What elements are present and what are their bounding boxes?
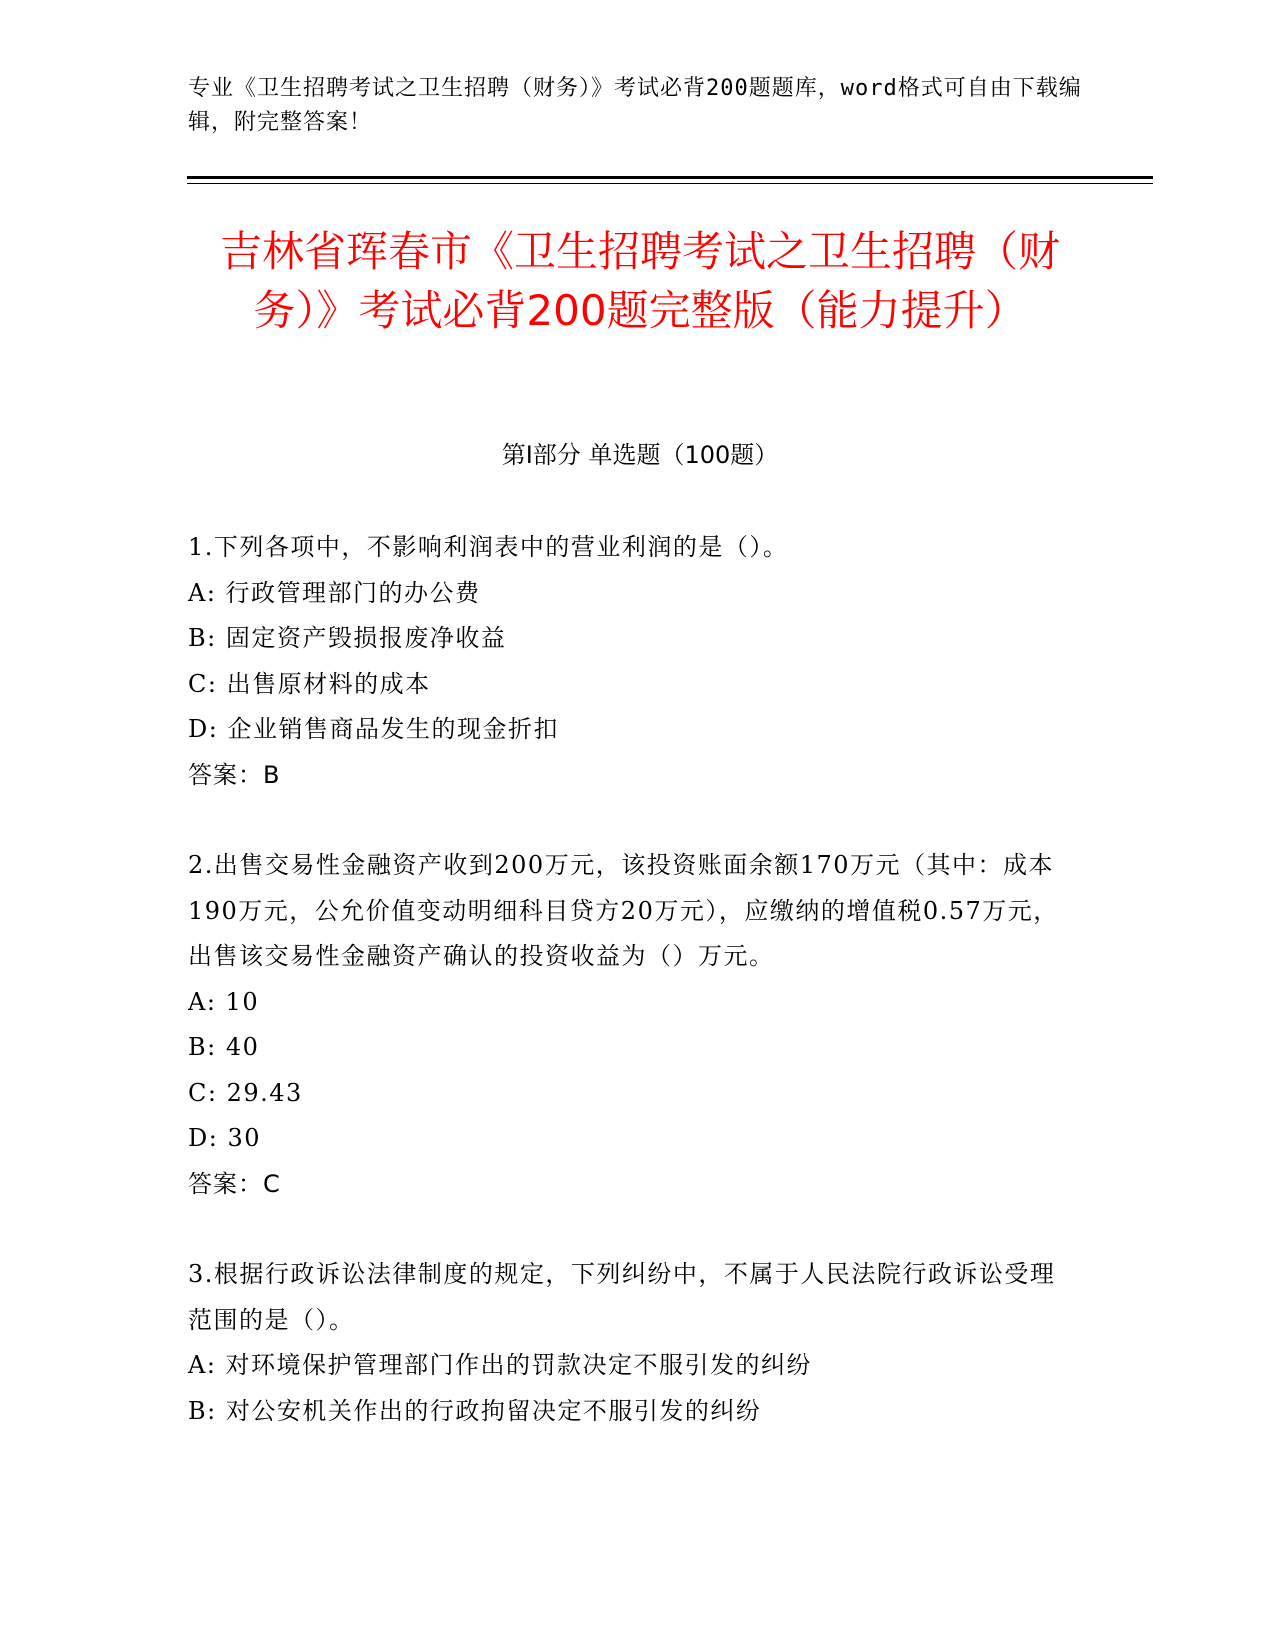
answer: 答案：B — [188, 760, 281, 789]
option-c: C: 出售原材料的成本 — [188, 669, 431, 698]
option-a: A: 10 — [188, 987, 260, 1016]
document-title: 吉林省珲春市《卫生招聘考试之卫生招聘（财务）》考试必背200题完整版（能力提升） — [219, 227, 1060, 335]
answer: 答案：C — [188, 1169, 281, 1198]
option-b: B: 固定资产毁损报废净收益 — [188, 624, 507, 652]
question-stem: 1.下列各项中，不影响利润表中的营业利润的是（）。 — [188, 533, 789, 561]
option-d: D: 企业销售商品发生的现金折扣 — [188, 715, 559, 743]
question-3 — [188, 1252, 1068, 1434]
question-1 — [188, 525, 1068, 798]
option-a: A: 对环境保护管理部门作出的罚款决定不服引发的纠纷 — [188, 1351, 813, 1379]
header-rule-thin — [187, 183, 1153, 184]
header-rule-thick — [187, 176, 1153, 179]
option-a: A: 行政管理部门的办公费 — [188, 578, 481, 607]
option-d: D: 30 — [188, 1124, 261, 1152]
question-list — [188, 525, 1068, 1479]
section-title: 第Ⅰ部分 单选题（100题） — [501, 441, 779, 469]
option-c: C: 29.43 — [188, 1078, 303, 1107]
option-b: B: 对公安机关作出的行政拘留决定不服引发的纠纷 — [188, 1396, 762, 1425]
question-stem: 3.根据行政诉讼法律制度的规定，下列纠纷中，不属于人民法院行政诉讼受理范围的是（）。 — [188, 1260, 1056, 1334]
option-b: B: 40 — [188, 1033, 260, 1061]
header-note: 专业《卫生招聘考试之卫生招聘（财务）》考试必背200题题库，word格式可自由下载编辑，附完整答案！ — [188, 76, 1082, 135]
question-2 — [188, 843, 1068, 1207]
question-stem: 2.出售交易性金融资产收到200万元，该投资账面余额170万元（其中：成本190万元，公允价值变动明细科目贷方20万元），应缴纳的增值税0.57万元，出售该交易性金融资产确认的投资收益为（）万元。 — [188, 851, 1059, 970]
